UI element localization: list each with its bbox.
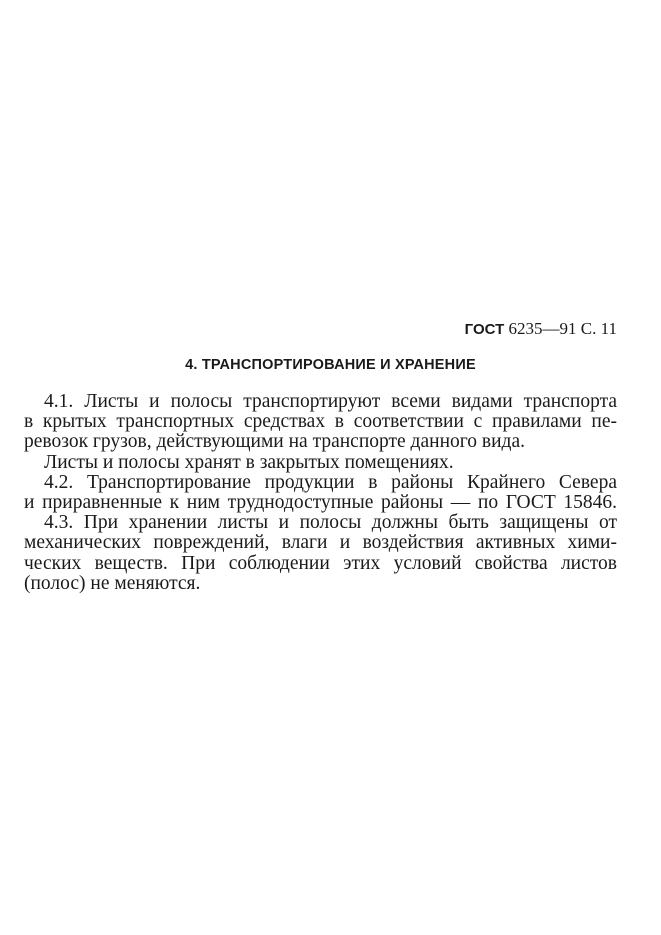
text-line: 4.2. Транспортирование продукции в районы Крайнего Севера	[44, 471, 617, 493]
text-line: 4.3. При хранении листы и полосы должны быть защищены от	[44, 512, 617, 534]
standard-label: ГОСТ	[464, 321, 505, 338]
text-line: 4.1. Листы и полосы транспортируют всеми видами транспорта	[44, 391, 617, 412]
section-title: 4. ТРАНСПОРТИРОВАНИЕ И ХРАНЕНИЕ	[185, 357, 476, 373]
document-body	[24, 392, 617, 594]
standard-number: 6235—91	[508, 319, 577, 338]
text-line: Листы и полосы хранят в закрытых помещениях.	[44, 451, 454, 473]
text-line: механических повреждений, влаги и воздействия активных хими-	[24, 532, 617, 554]
page-header	[440, 319, 617, 339]
text-line: (полос) не меняются.	[24, 572, 201, 594]
text-line: ческих веществ. При соблюдении этих условий свойства листов	[24, 552, 617, 574]
text-line: и приравненные к ним труднодоступные районы — по ГОСТ 15846.	[24, 492, 617, 514]
text-line: в крытых транспортных средствах в соответствии с правилами пе-	[24, 411, 617, 433]
page-number: С. 11	[580, 319, 617, 338]
text-line: ревозок грузов, действующими на транспорте данного вида.	[24, 431, 525, 453]
